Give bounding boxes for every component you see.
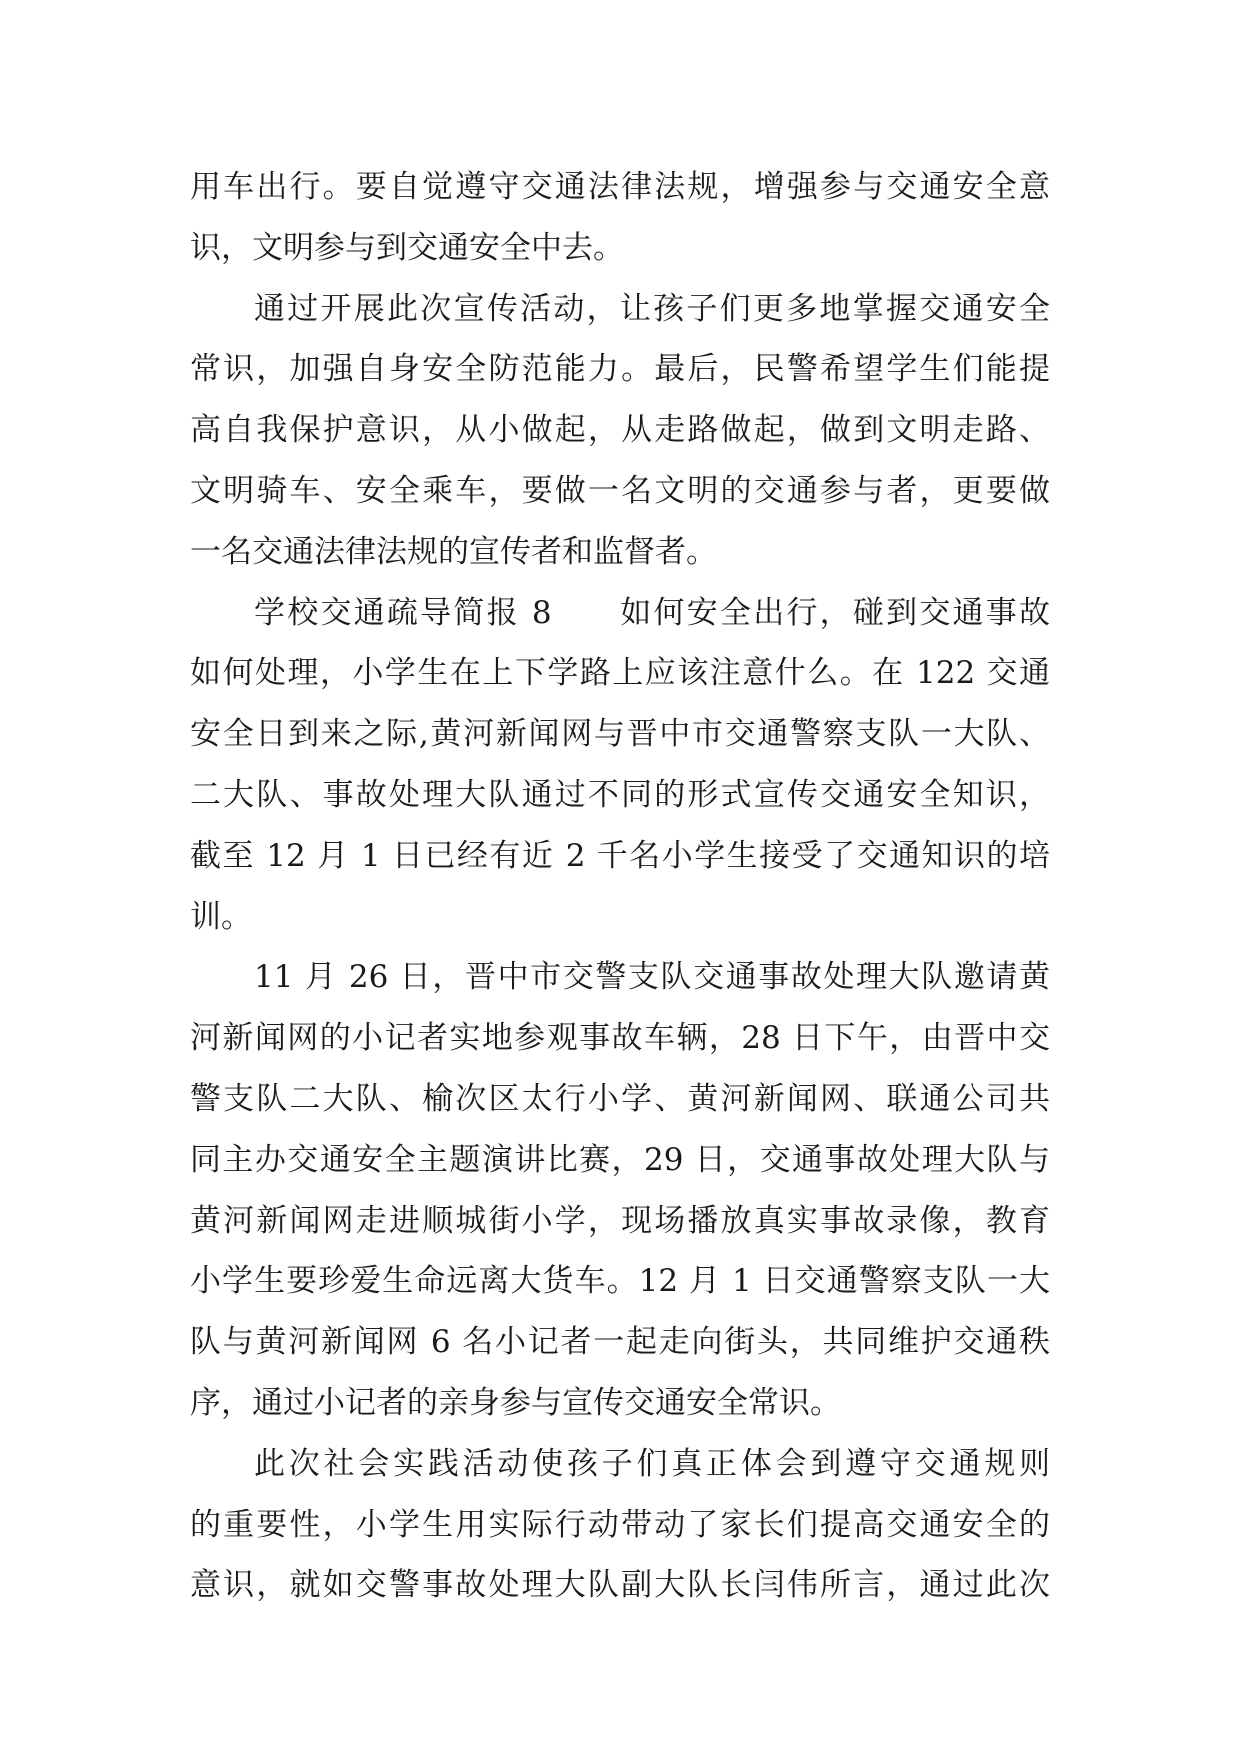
text-line: 识，文明参与到交通安全中去。 [190, 229, 624, 266]
paragraph [190, 279, 1050, 583]
text-line: 11 月 26 日，晋中市交警支队交通事故处理大队邀请黄 [254, 959, 1050, 996]
text-line: 文明骑车、安全乘车，要做一名文明的交通参与者，更要做 [190, 472, 1050, 509]
text-line: 意识，就如交警事故处理大队副大队长闫伟所言，通过此次 [190, 1567, 1050, 1604]
text-line: 一名交通法律法规的宣传者和监督者。 [190, 533, 717, 570]
text-line: 队与黄河新闻网 6 名小记者一起走向街头，共同维护交通秩 [190, 1324, 1050, 1361]
paragraph [190, 947, 1050, 1433]
text-line: 二大队、事故处理大队通过不同的形式宣传交通安全知识， [190, 776, 1050, 813]
text-line: 小学生要珍爱生命远离大货车。12 月 1 日交通警察支队一大 [190, 1263, 1050, 1300]
text-line: 安全日到来之际,黄河新闻网与晋中市交通警察支队一大队、 [190, 716, 1050, 753]
text-line: 截至 12 月 1 日已经有近 2 千名小学生接受了交通知识的培 [190, 837, 1050, 874]
text-line: 警支队二大队、榆次区太行小学、黄河新闻网、联通公司共 [190, 1080, 1050, 1117]
text-line: 高自我保护意识，从小做起，从走路做起，做到文明走路、 [190, 412, 1050, 449]
text-line: 黄河新闻网走进顺城街小学，现场播放真实事故录像，教育 [190, 1202, 1050, 1239]
text-line: 同主办交通安全主题演讲比赛，29 日，交通事故处理大队与 [190, 1141, 1050, 1178]
text-line: 通过开展此次宣传活动，让孩子们更多地掌握交通安全 [254, 290, 1050, 327]
document-body [190, 157, 1050, 1616]
text-line: 序，通过小记者的亲身参与宣传交通安全常识。 [190, 1384, 841, 1421]
text-line: 用车出行。要自觉遵守交通法律法规，增强参与交通安全意 [190, 169, 1050, 205]
paragraph [190, 157, 1050, 279]
text-line: 此次社会实践活动使孩子们真正体会到遵守交通规则 [254, 1445, 1050, 1482]
text-line: 训。 [190, 898, 252, 935]
text-line: 的重要性，小学生用实际行动带动了家长们提高交通安全的 [190, 1506, 1050, 1543]
text-line: 如何处理，小学生在上下学路上应该注意什么。在 122 交通 [190, 655, 1050, 692]
text-line: 河新闻网的小记者实地参观事故车辆，28 日下午，由晋中交 [190, 1020, 1050, 1057]
text-line: 学校交通疏导简报 8 如何安全出行，碰到交通事故 [254, 594, 1050, 631]
paragraph [190, 1434, 1050, 1616]
text-line: 常识，加强自身安全防范能力。最后，民警希望学生们能提 [190, 351, 1050, 388]
paragraph [190, 583, 1050, 948]
